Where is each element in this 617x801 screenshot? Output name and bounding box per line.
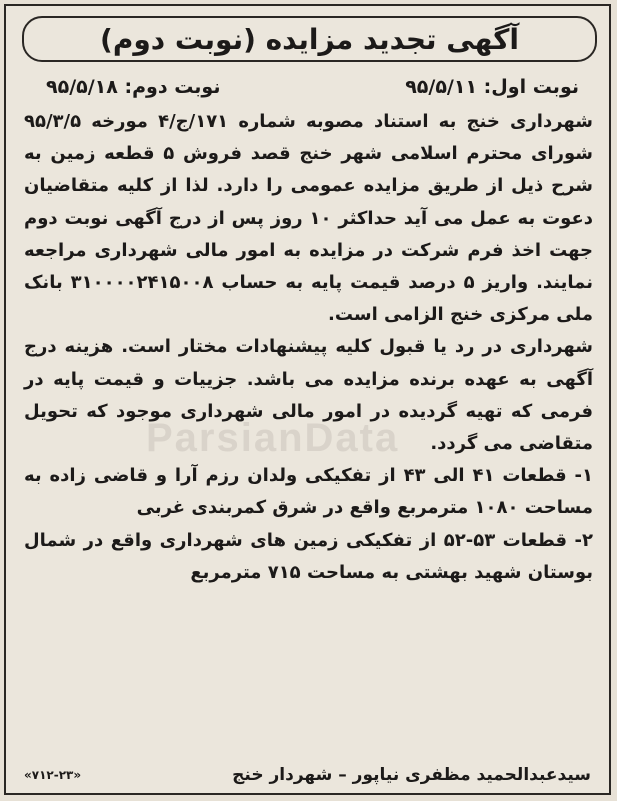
- paragraph-terms: شهرداری در رد یا قبول کلیه پیشنهادات مختار است. هزینه درج آگهی به عهده برنده مزایده می باشد. جزییات و قیمت پایه در فرمی که تهیه گردیده در امور مالی شهرداری موجود که تحویل متقاضی می گردد.: [24, 336, 593, 455]
- publication-dates: [46, 72, 579, 102]
- title-box: [22, 16, 597, 62]
- first-round-date: نوبت اول: ۹۵/۵/۱۱: [405, 76, 579, 98]
- lot-item-1: ۱- قطعات ۴۱ الی ۴۳ از تفکیکی ولدان رزم آرا و قاضی زاده به مساحت ۱۰۸۰ مترمربع واقع در شرق کمربندی غربی: [24, 465, 593, 519]
- lot-item-2: ۲- قطعات ۵۳-۵۲ از تفکیکی زمین های شهرداری واقع در شمال بوستان شهید بهشتی به مساحت ۷۱۵ مترمربع: [24, 529, 593, 583]
- notice-frame: [4, 4, 611, 795]
- ad-code: «۷۱۲-۲۳»: [24, 768, 82, 782]
- notice-title: آگهی تجدید مزایده (نوبت دوم): [100, 22, 519, 56]
- second-round-date: نوبت دوم: ۹۵/۵/۱۸: [46, 76, 221, 98]
- paragraph-intro: شهرداری خنج به استناد مصوبه شماره ۱۷۱/ج/۴ مورخه ۹۵/۳/۵ شورای محترم اسلامی شهر خنج قصد فروش ۵ قطعه زمین به شرح ذیل از طریق مزایده عمومی را دارد. لذا از کلیه متقاضیان دعوت به عمل می آید حداکثر ۱۰ روز پس از درج آگهی نوبت دوم جهت اخذ فرم شرکت در مزایده به امور مالی شهرداری مراجعه نمایند. واریز ۵ درصد قیمت پایه به حساب ۳۱۰۰۰۰۲۴۱۵۰۰۸ بانک ملی مرکزی خنج الزامی است.: [24, 111, 594, 326]
- signature: سیدعبدالحمید مظفری نیاپور – شهردار خنج: [232, 765, 591, 785]
- watermark-logo: ParsianData: [146, 416, 400, 460]
- notice-body: [24, 106, 593, 589]
- notice-footer: [24, 761, 591, 789]
